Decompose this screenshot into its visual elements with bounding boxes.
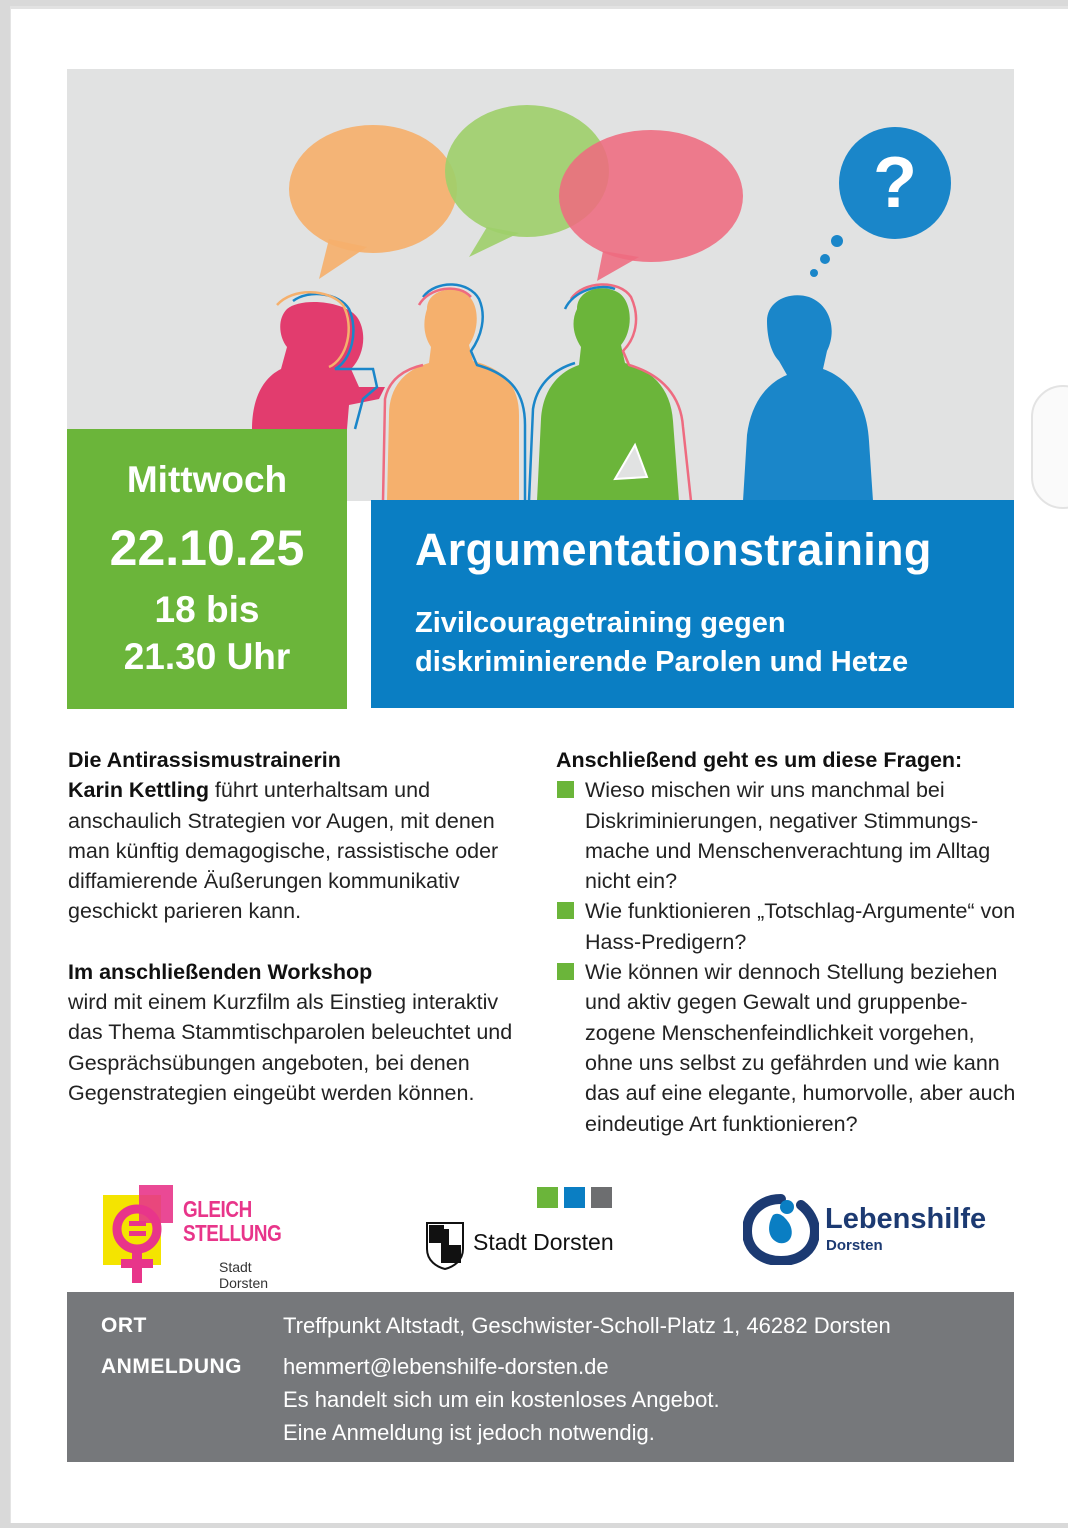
person-pink (252, 292, 385, 429)
ort-label: ORT (101, 1314, 147, 1337)
trainer-name: Karin Kettling (68, 778, 209, 803)
gray-square-icon (591, 1187, 612, 1208)
email-link[interactable]: hemmert@lebenshilfe-dorsten.de (283, 1354, 609, 1379)
subtitle: Zivilcouragetraining gegen diskriminierende Parolen und Hetze (415, 607, 909, 678)
lebenshilfe-name: Lebenshilfe (825, 1203, 987, 1235)
question-list (556, 775, 1026, 1139)
ort-value: Treffpunkt Altstadt, Geschwister-Scholl-Platz 1, 46282 Dorsten (283, 1313, 891, 1338)
lebenshilfe-logo (743, 1185, 1003, 1275)
question-text: Wie funktionieren „Totschlag-Argumente“ von Hass-Predigern? (585, 899, 1016, 954)
square-bullet-icon (557, 781, 574, 798)
stadt-dorsten-name: Stadt Dorsten (473, 1229, 614, 1255)
question-bubble (810, 127, 951, 277)
left-column (68, 745, 538, 1108)
list-item (556, 957, 1026, 1139)
list-item (556, 775, 1026, 896)
blue-square-icon (564, 1187, 585, 1208)
gleichstellung-logo (103, 1185, 293, 1291)
time-end: 21.30 Uhr (123, 636, 291, 677)
right-column (556, 745, 1026, 1139)
square-bullet-icon (557, 963, 574, 980)
dorsten-crest-icon (425, 1221, 465, 1271)
speech-bubble-red (559, 130, 743, 281)
person-green (529, 284, 691, 501)
time-start: 18 bis (154, 589, 260, 630)
person-blue (743, 295, 873, 501)
event-date: 22.10.25 (109, 520, 305, 576)
intro-text: führt unterhaltsam und anschaulich Strategien vor Augen, mit denen man künftig demagogische, rassistische oder diffamierende Äußerungen kommunikativ geschickt parieren kann. (68, 778, 499, 924)
date-box (67, 429, 347, 709)
lebenshilfe-icon (743, 1193, 819, 1265)
workshop-heading: Im anschließenden Workshop (68, 959, 373, 984)
question-text: Wie können wir dennoch Stellung beziehen und aktiv gegen Gewalt und gruppenbe-zogene Menschenfeindlichkeit vorgehen, ohne uns selbst zu gefährden und wie kann das auf eine elegante, humorvolle, aber auch eindeutige Art funktionieren? (585, 960, 1016, 1136)
gleich-text: GLEICH (183, 1196, 252, 1222)
square-bullet-icon (557, 902, 574, 919)
gleichstellung-icon (103, 1185, 181, 1285)
scroll-handle[interactable] (1031, 385, 1068, 509)
info-footer (67, 1292, 1014, 1462)
stellung-text: STELLUNG (183, 1220, 282, 1246)
page-title: Argumentationstraining (415, 524, 932, 575)
stadt-dorsten-logo (425, 1187, 625, 1279)
speech-bubble-orange (289, 125, 457, 279)
flyer-page (10, 6, 1068, 1523)
weekday: Mittwoch (126, 459, 288, 500)
gleichstellung-city: Stadt Dorsten (219, 1259, 269, 1291)
title-box (371, 500, 1014, 708)
questions-heading: Anschließend geht es um diese Fragen: (556, 748, 963, 772)
trainer-heading: Die Antirassismustrainerin (68, 748, 341, 772)
green-square-icon (537, 1187, 558, 1208)
list-item (556, 896, 1026, 957)
partner-logos (67, 1179, 1014, 1289)
workshop-text: wird mit einem Kurzfilm als Einstieg interaktiv das Thema Stammtischparolen beleuchtet und Gesprächsübungen angeboten, bei denen Gegenstrategien eingeübt werden können. (68, 990, 513, 1105)
lebenshilfe-place: Dorsten (826, 1237, 883, 1254)
question-text: Wieso mischen wir uns manchmal bei Diskriminierungen, negativer Stimmungs-mache und Menschenverachtung im Alltag nicht ein? (585, 778, 991, 894)
anmeldung-label: ANMELDUNG (101, 1355, 242, 1378)
cost-note: Es handelt sich um ein kostenloses Angebot. (283, 1387, 720, 1412)
registration-note: Eine Anmeldung ist jedoch notwendig. (283, 1420, 655, 1445)
person-orange (383, 284, 525, 501)
question-mark: ? (873, 143, 917, 223)
